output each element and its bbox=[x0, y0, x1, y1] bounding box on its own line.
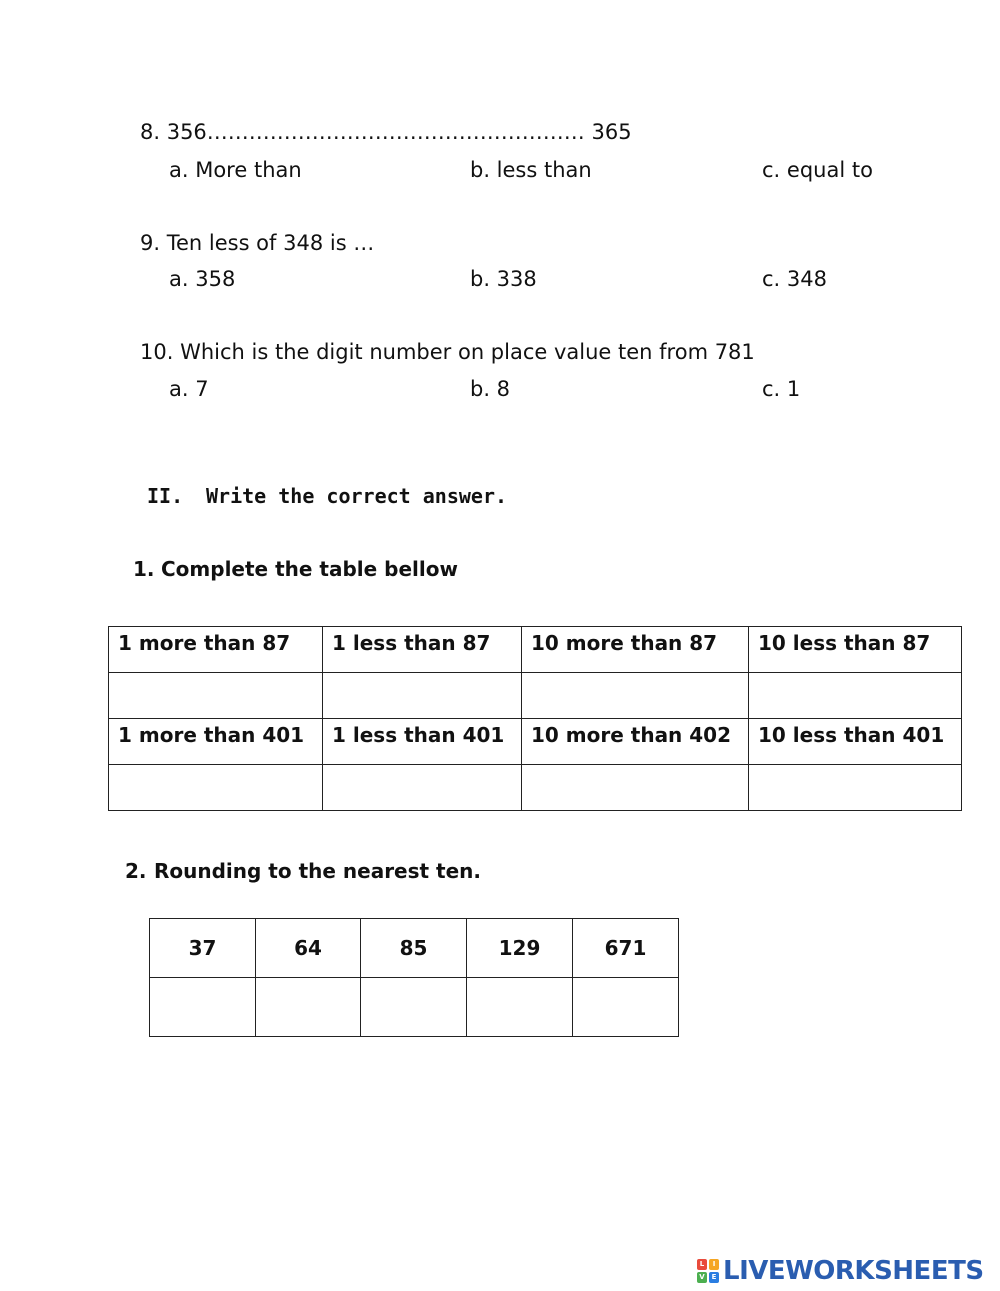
answer-cell[interactable] bbox=[109, 765, 323, 811]
question-8-option-b: b. less than bbox=[470, 158, 592, 182]
table-header-cell: 10 less than 87 bbox=[749, 627, 962, 673]
answer-cell[interactable] bbox=[749, 673, 962, 719]
number-cell: 85 bbox=[361, 919, 467, 978]
question-9-option-b: b. 338 bbox=[470, 267, 537, 291]
answer-cell[interactable] bbox=[323, 673, 522, 719]
complete-table bbox=[108, 626, 962, 811]
answer-cell[interactable] bbox=[522, 673, 749, 719]
table-header-cell: 1 less than 401 bbox=[323, 719, 522, 765]
table-header-cell: 1 more than 401 bbox=[109, 719, 323, 765]
table-row bbox=[109, 627, 962, 673]
number-cell: 671 bbox=[573, 919, 679, 978]
answer-cell[interactable] bbox=[109, 673, 323, 719]
answer-cell[interactable] bbox=[361, 978, 467, 1037]
task-1-number: 1. bbox=[133, 557, 155, 581]
question-9-option-c: c. 348 bbox=[762, 267, 827, 291]
answer-cell[interactable] bbox=[256, 978, 361, 1037]
number-cell: 64 bbox=[256, 919, 361, 978]
question-8-option-a: a. More than bbox=[169, 158, 302, 182]
table-header-cell: 10 more than 402 bbox=[522, 719, 749, 765]
question-9-option-a: a. 358 bbox=[169, 267, 236, 291]
table-row bbox=[109, 719, 962, 765]
table-header-cell: 10 less than 401 bbox=[749, 719, 962, 765]
logo-cubes-icon bbox=[697, 1259, 719, 1283]
question-10-option-a: a. 7 bbox=[169, 377, 209, 401]
table-header-cell: 10 more than 87 bbox=[522, 627, 749, 673]
logo-cube: V bbox=[697, 1272, 707, 1283]
question-8-option-c: c. equal to bbox=[762, 158, 873, 182]
table-header-cell: 1 more than 87 bbox=[109, 627, 323, 673]
table-row bbox=[150, 978, 679, 1037]
answer-cell[interactable] bbox=[573, 978, 679, 1037]
answer-cell[interactable] bbox=[150, 978, 256, 1037]
question-10-option-b: b. 8 bbox=[470, 377, 511, 401]
task-2-number: 2. bbox=[125, 859, 147, 883]
question-10-stem: 10. Which is the digit number on place value ten from 781 bbox=[140, 340, 755, 364]
question-10-option-c: c. 1 bbox=[762, 377, 801, 401]
task-1-title: Complete the table bellow bbox=[161, 557, 458, 581]
logo-cube: E bbox=[709, 1272, 719, 1283]
table-header-cell: 1 less than 87 bbox=[323, 627, 522, 673]
task-2-title: Rounding to the nearest ten. bbox=[154, 859, 482, 883]
logo-cube: I bbox=[709, 1259, 719, 1270]
answer-cell[interactable] bbox=[323, 765, 522, 811]
question-8-stem: 8. 356……………………………………………… 365 bbox=[140, 120, 632, 144]
answer-cell[interactable] bbox=[522, 765, 749, 811]
section-2-title: Write the correct answer. bbox=[206, 484, 508, 508]
number-cell: 37 bbox=[150, 919, 256, 978]
section-2-numeral: II. bbox=[147, 484, 184, 508]
logo-text: LIVEWORKSHEETS bbox=[723, 1256, 984, 1286]
answer-cell[interactable] bbox=[749, 765, 962, 811]
table-row bbox=[109, 765, 962, 811]
logo-cube: L bbox=[697, 1259, 707, 1270]
question-9-stem: 9. Ten less of 348 is … bbox=[140, 231, 375, 255]
rounding-table bbox=[149, 918, 679, 1037]
table-row bbox=[150, 919, 679, 978]
number-cell: 129 bbox=[467, 919, 573, 978]
table-row bbox=[109, 673, 962, 719]
answer-cell[interactable] bbox=[467, 978, 573, 1037]
liveworksheets-logo bbox=[697, 1256, 984, 1286]
